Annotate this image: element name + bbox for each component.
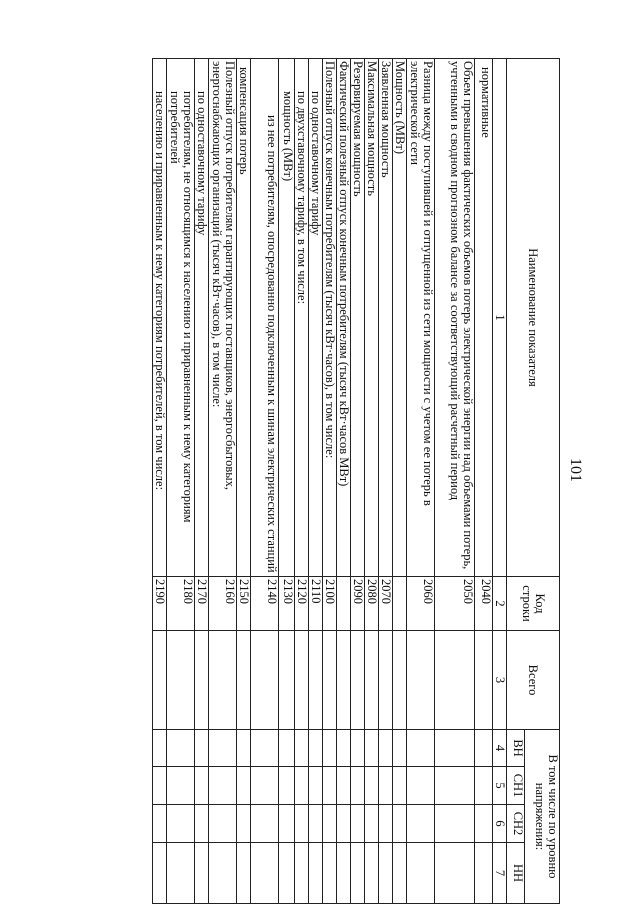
value-cell <box>393 631 407 730</box>
value-cell <box>295 631 309 730</box>
value-cell <box>209 730 237 767</box>
line-code: 2100 <box>323 577 337 631</box>
indicator-name: Разница между поступившей и отпущенной из сети мощности с учетом ее потерь в электрической сети <box>407 59 435 577</box>
value-cell <box>237 805 251 843</box>
indicator-name: по двухставочному тарифу, в том числе: <box>295 59 309 577</box>
value-cell <box>209 767 237 805</box>
indicator-name: населению и приравненным к нему категориям потребителей, в том числе: <box>153 59 167 577</box>
header-voltage-group: В том числе по уровню напряжения: <box>525 730 560 904</box>
value-cell <box>323 767 337 805</box>
header-level-sn2: СН2 <box>507 805 525 843</box>
value-cell <box>279 730 295 767</box>
value-cell <box>337 767 351 805</box>
value-cell <box>209 631 237 730</box>
indicator-name: Объем превышения фактических объемов потерь электрической энергии над объемами потерь, учтенными в сводном прогнозном балансе за соответствующий расчетный период <box>435 59 475 577</box>
value-cell <box>309 730 323 767</box>
header-row-numbers <box>493 59 507 904</box>
table-row <box>295 59 309 904</box>
table-row <box>209 59 237 904</box>
value-cell <box>323 805 337 843</box>
line-code: 2110 <box>309 577 323 631</box>
value-cell <box>351 805 365 843</box>
value-cell <box>251 730 279 767</box>
value-cell <box>167 767 195 805</box>
value-cell <box>393 730 407 767</box>
value-cell <box>435 805 475 843</box>
header-total: Всего <box>507 631 560 730</box>
indicator-name: потребителям, не относящимся к населению и приравненным к нему категориям потребителей <box>167 59 195 577</box>
value-cell <box>295 843 309 904</box>
value-cell <box>323 843 337 904</box>
table-row <box>475 59 493 904</box>
line-code: 2130 <box>279 577 295 631</box>
value-cell <box>153 730 167 767</box>
value-cell <box>351 843 365 904</box>
value-cell <box>475 843 493 904</box>
value-cell <box>167 730 195 767</box>
table-row <box>279 59 295 904</box>
indicator-name: Максимальная мощность <box>365 59 379 577</box>
value-cell <box>323 631 337 730</box>
value-cell <box>295 730 309 767</box>
value-cell <box>407 843 435 904</box>
value-cell <box>351 767 365 805</box>
value-cell <box>309 631 323 730</box>
column-number: 2 <box>493 577 507 631</box>
value-cell <box>279 631 295 730</box>
line-code: 2050 <box>435 577 475 631</box>
line-code <box>393 577 407 631</box>
header-level-vn: ВН <box>507 730 525 767</box>
value-cell <box>337 730 351 767</box>
value-cell <box>237 767 251 805</box>
value-cell <box>209 805 237 843</box>
line-code: 2190 <box>153 577 167 631</box>
value-cell <box>475 767 493 805</box>
value-cell <box>365 730 379 767</box>
table-row <box>251 59 279 904</box>
value-cell <box>195 767 209 805</box>
indicator-table <box>152 58 560 904</box>
value-cell <box>279 843 295 904</box>
column-number: 1 <box>493 59 507 577</box>
value-cell <box>309 843 323 904</box>
value-cell <box>195 631 209 730</box>
indicator-name: Полезный отпуск конечным потребителям (тысяч кВт·часов), в том числе: <box>323 59 337 577</box>
column-number: 7 <box>493 843 507 904</box>
value-cell <box>167 843 195 904</box>
value-cell <box>407 631 435 730</box>
value-cell <box>279 805 295 843</box>
value-cell <box>237 730 251 767</box>
table-row <box>393 59 407 904</box>
value-cell <box>379 843 393 904</box>
line-code: 2090 <box>351 577 365 631</box>
line-code: 2040 <box>475 577 493 631</box>
line-code <box>337 577 351 631</box>
rotated-table-container <box>112 58 560 903</box>
value-cell <box>379 730 393 767</box>
value-cell <box>309 805 323 843</box>
value-cell <box>295 805 309 843</box>
value-cell <box>393 805 407 843</box>
value-cell <box>237 631 251 730</box>
value-cell <box>167 631 195 730</box>
table-row <box>435 59 475 904</box>
indicator-name: Полезный отпуск потребителям гарантирующих поставщиков, энергосбытовых, энергоснабжающих организаций (тысяч кВт·часов), в том числе: <box>209 59 237 577</box>
table-row <box>323 59 337 904</box>
indicator-name: Заявленная мощность <box>379 59 393 577</box>
table-row <box>365 59 379 904</box>
value-cell <box>195 805 209 843</box>
value-cell <box>407 767 435 805</box>
value-cell <box>435 843 475 904</box>
line-code: 2120 <box>295 577 309 631</box>
value-cell <box>365 631 379 730</box>
value-cell <box>475 730 493 767</box>
line-code: 2140 <box>251 577 279 631</box>
header-level-nn: НН <box>507 843 525 904</box>
value-cell <box>153 767 167 805</box>
value-cell <box>337 631 351 730</box>
table-row <box>351 59 365 904</box>
value-cell <box>393 843 407 904</box>
value-cell <box>251 631 279 730</box>
indicator-name: нормативные <box>475 59 493 577</box>
column-number: 6 <box>493 805 507 843</box>
line-code: 2070 <box>379 577 393 631</box>
table-row <box>195 59 209 904</box>
value-cell <box>251 767 279 805</box>
indicator-name: компенсация потерь <box>237 59 251 577</box>
value-cell <box>379 767 393 805</box>
indicator-name: по одноставочному тарифу <box>195 59 209 577</box>
value-cell <box>435 730 475 767</box>
table-row <box>237 59 251 904</box>
header-level-sn1: СН1 <box>507 767 525 805</box>
value-cell <box>153 631 167 730</box>
value-cell <box>475 805 493 843</box>
header-row-top <box>525 59 560 904</box>
value-cell <box>279 767 295 805</box>
line-code: 2150 <box>237 577 251 631</box>
value-cell <box>153 843 167 904</box>
line-code: 2060 <box>407 577 435 631</box>
value-cell <box>365 805 379 843</box>
indicator-name: мощность (МВт) <box>279 59 295 577</box>
value-cell <box>407 730 435 767</box>
indicator-name: Мощность (МВт) <box>393 59 407 577</box>
header-indicator-name: Наименование показателя <box>507 59 560 577</box>
column-number: 5 <box>493 767 507 805</box>
line-code: 2180 <box>167 577 195 631</box>
table-row <box>153 59 167 904</box>
table-row <box>407 59 435 904</box>
table-row <box>167 59 195 904</box>
column-number: 3 <box>493 631 507 730</box>
table-body <box>153 59 493 904</box>
value-cell <box>365 767 379 805</box>
value-cell <box>153 805 167 843</box>
table-row <box>309 59 323 904</box>
value-cell <box>209 843 237 904</box>
header-line-code: Код строки <box>507 577 560 631</box>
value-cell <box>167 805 195 843</box>
column-number: 4 <box>493 730 507 767</box>
value-cell <box>251 843 279 904</box>
indicator-name: Резервируемая мощность <box>351 59 365 577</box>
value-cell <box>475 631 493 730</box>
value-cell <box>379 631 393 730</box>
indicator-name: Фактический полезный отпуск конечным потребителям (тысяч кВт·часов МВт) <box>337 59 351 577</box>
value-cell <box>337 843 351 904</box>
value-cell <box>337 805 351 843</box>
indicator-name: из нее потребителям, опосредованно подключенным к шинам электрических станций <box>251 59 279 577</box>
table-row <box>379 59 393 904</box>
value-cell <box>393 767 407 805</box>
value-cell <box>435 767 475 805</box>
line-code: 2080 <box>365 577 379 631</box>
value-cell <box>351 631 365 730</box>
value-cell <box>365 843 379 904</box>
value-cell <box>323 730 337 767</box>
value-cell <box>351 730 365 767</box>
value-cell <box>251 805 279 843</box>
value-cell <box>309 767 323 805</box>
value-cell <box>295 767 309 805</box>
table-row <box>337 59 351 904</box>
line-code: 2160 <box>209 577 237 631</box>
value-cell <box>379 805 393 843</box>
line-code: 2170 <box>195 577 209 631</box>
value-cell <box>237 843 251 904</box>
value-cell <box>407 805 435 843</box>
page-number: 101 <box>567 458 584 482</box>
value-cell <box>195 730 209 767</box>
value-cell <box>435 631 475 730</box>
value-cell <box>195 843 209 904</box>
indicator-name: по одноставочному тарифу <box>309 59 323 577</box>
